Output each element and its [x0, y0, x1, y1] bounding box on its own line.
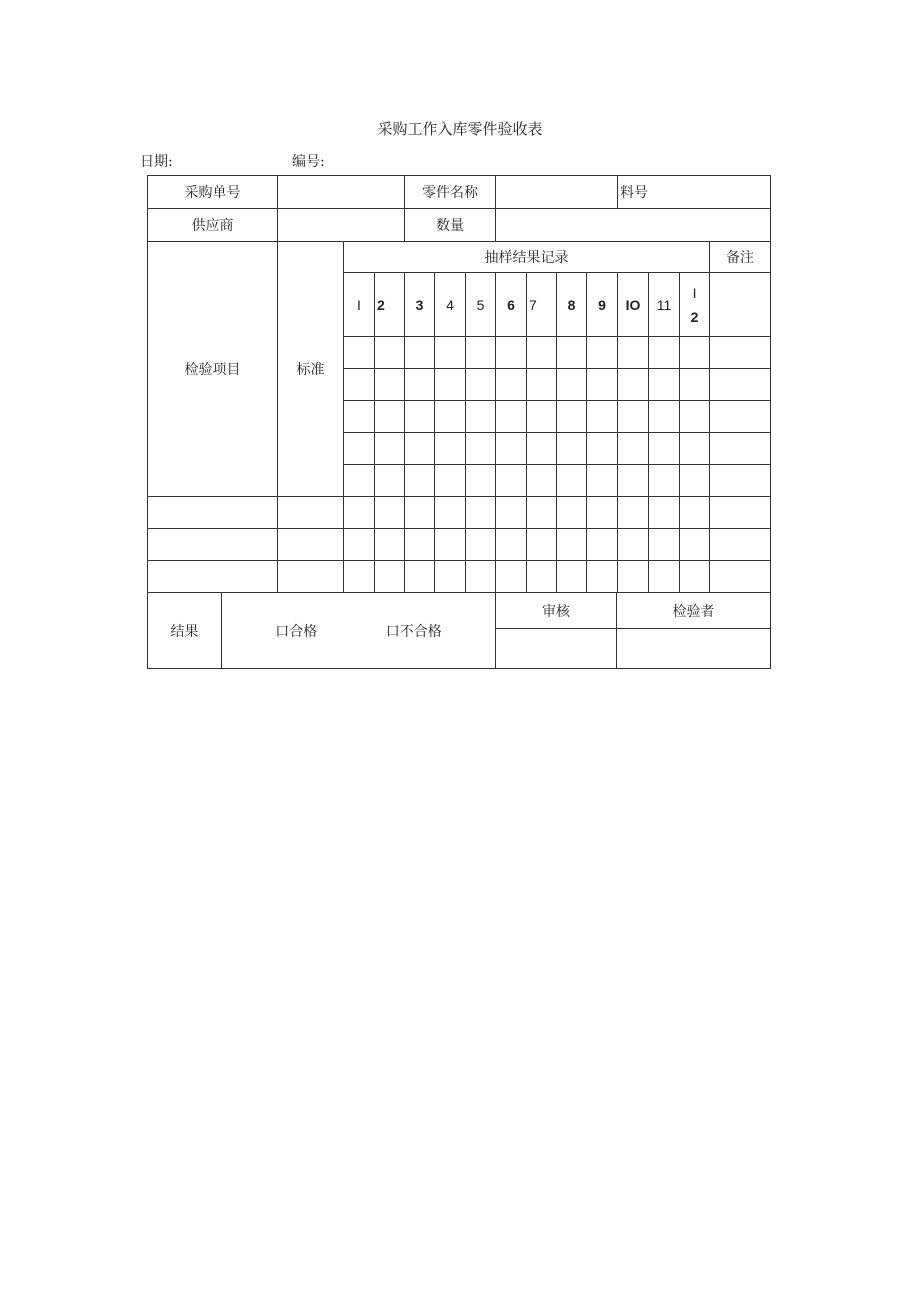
sample-col-4: 4 — [435, 273, 466, 337]
number-label: 编号: — [292, 154, 325, 170]
result-cell[interactable] — [587, 369, 618, 401]
result-cell[interactable] — [375, 337, 405, 369]
result-cell[interactable] — [527, 401, 557, 433]
result-cell[interactable] — [649, 497, 680, 529]
result-cell[interactable] — [466, 561, 496, 593]
result-cell[interactable] — [557, 465, 587, 497]
result-cell[interactable] — [710, 337, 771, 369]
sample-col-6: 6 — [496, 273, 527, 337]
result-cell[interactable] — [649, 529, 680, 561]
result-cell[interactable] — [710, 369, 771, 401]
result-cell[interactable] — [344, 401, 375, 433]
sample-col-11: 11 — [649, 273, 680, 337]
result-cell[interactable] — [527, 465, 557, 497]
inspection-item-cell[interactable] — [148, 497, 278, 529]
result-cell[interactable] — [618, 433, 649, 465]
result-cell[interactable] — [466, 337, 496, 369]
po-number-value[interactable] — [278, 176, 405, 209]
result-cell[interactable] — [435, 369, 466, 401]
sample-col-12-top: I — [692, 284, 697, 301]
supplier-label: 供应商 — [148, 209, 278, 242]
date-label: 日期: — [140, 154, 173, 170]
result-cell[interactable] — [344, 433, 375, 465]
review-label: 审核 — [496, 593, 617, 629]
result-cell[interactable] — [435, 337, 466, 369]
remarks-header: 备注 — [710, 242, 771, 273]
quantity-label: 数量 — [405, 209, 496, 242]
result-cell[interactable] — [405, 529, 435, 561]
fail-checkbox[interactable]: 口不合格 — [385, 623, 442, 640]
result-cell[interactable] — [375, 529, 405, 561]
result-cell[interactable] — [466, 465, 496, 497]
standard-cell[interactable] — [278, 561, 344, 593]
sample-col-9: 9 — [587, 273, 618, 337]
result-cell[interactable] — [405, 401, 435, 433]
result-cell[interactable] — [680, 561, 710, 593]
review-signature[interactable] — [496, 629, 617, 669]
inspector-signature[interactable] — [617, 629, 771, 669]
result-cell[interactable] — [587, 401, 618, 433]
result-cell[interactable] — [680, 369, 710, 401]
standard-label: 标准 — [278, 242, 344, 497]
result-cell[interactable] — [405, 433, 435, 465]
inspection-table — [147, 175, 771, 593]
result-cell[interactable] — [649, 401, 680, 433]
result-cell[interactable] — [496, 561, 527, 593]
result-cell[interactable] — [557, 529, 587, 561]
result-label: 结果 — [148, 593, 222, 669]
result-cell[interactable] — [344, 529, 375, 561]
result-cell[interactable] — [466, 401, 496, 433]
result-cell[interactable] — [435, 561, 466, 593]
result-cell[interactable] — [435, 529, 466, 561]
sample-col-10: IO — [618, 273, 649, 337]
result-cell[interactable] — [375, 465, 405, 497]
result-cell[interactable] — [557, 497, 587, 529]
result-cell[interactable] — [375, 401, 405, 433]
standard-cell[interactable] — [278, 497, 344, 529]
result-cell[interactable] — [649, 561, 680, 593]
inspection-item-cell[interactable] — [148, 561, 278, 593]
result-cell[interactable] — [344, 497, 375, 529]
sample-col-7: 7 — [527, 273, 557, 337]
quantity-value[interactable] — [496, 209, 771, 242]
result-cell[interactable] — [710, 529, 771, 561]
result-cell[interactable] — [527, 433, 557, 465]
sample-col-3: 3 — [405, 273, 435, 337]
result-cell[interactable] — [557, 401, 587, 433]
result-cell[interactable] — [496, 529, 527, 561]
part-name-label: 零件名称 — [405, 176, 496, 209]
result-cell[interactable] — [375, 369, 405, 401]
result-cell[interactable] — [680, 337, 710, 369]
result-table — [147, 592, 771, 669]
result-cell[interactable] — [649, 337, 680, 369]
result-cell[interactable] — [375, 433, 405, 465]
result-cell[interactable] — [405, 561, 435, 593]
result-cell[interactable] — [649, 369, 680, 401]
result-cell[interactable] — [496, 433, 527, 465]
result-cell[interactable] — [344, 369, 375, 401]
result-cell[interactable] — [680, 433, 710, 465]
result-cell[interactable] — [435, 497, 466, 529]
result-cell[interactable] — [618, 561, 649, 593]
result-cell[interactable] — [466, 433, 496, 465]
result-cell[interactable] — [375, 561, 405, 593]
result-cell[interactable] — [710, 401, 771, 433]
result-cell[interactable] — [496, 465, 527, 497]
result-cell[interactable] — [527, 369, 557, 401]
result-cell[interactable] — [680, 529, 710, 561]
result-cell[interactable] — [680, 465, 710, 497]
result-cell[interactable] — [587, 561, 618, 593]
result-cell[interactable] — [618, 529, 649, 561]
table-row — [148, 529, 771, 561]
result-cell[interactable] — [557, 337, 587, 369]
result-cell[interactable] — [375, 497, 405, 529]
result-cell[interactable] — [618, 465, 649, 497]
result-cell[interactable] — [405, 465, 435, 497]
part-name-value[interactable] — [496, 176, 618, 209]
sample-col-1: I — [344, 273, 375, 337]
result-cell[interactable] — [587, 337, 618, 369]
result-cell[interactable] — [435, 401, 466, 433]
result-cell[interactable] — [557, 433, 587, 465]
result-cell[interactable] — [587, 433, 618, 465]
result-cell[interactable] — [710, 497, 771, 529]
result-cell[interactable] — [466, 369, 496, 401]
result-cell[interactable] — [496, 497, 527, 529]
result-cell[interactable] — [527, 529, 557, 561]
result-cell[interactable] — [557, 561, 587, 593]
result-cell[interactable] — [680, 497, 710, 529]
result-cell[interactable] — [344, 465, 375, 497]
result-cell[interactable] — [466, 497, 496, 529]
sample-col-12-bottom: 2 — [690, 308, 699, 325]
result-cell[interactable] — [344, 337, 375, 369]
sample-col-5: 5 — [466, 273, 496, 337]
result-cell[interactable] — [496, 401, 527, 433]
result-cell[interactable] — [557, 369, 587, 401]
result-cell[interactable] — [435, 465, 466, 497]
result-cell[interactable] — [710, 561, 771, 593]
result-cell[interactable] — [527, 337, 557, 369]
result-cell[interactable] — [466, 529, 496, 561]
form-title: 采购工作入库零件验收表 — [377, 120, 543, 138]
result-cell[interactable] — [527, 497, 557, 529]
inspector-label: 检验者 — [617, 593, 771, 629]
result-cell[interactable] — [680, 401, 710, 433]
result-cell[interactable] — [710, 465, 771, 497]
sample-col-12 — [680, 273, 710, 337]
po-number-label: 采购单号 — [148, 176, 278, 209]
table-row — [148, 561, 771, 593]
supplier-value[interactable] — [278, 209, 405, 242]
sample-col-2: 2 — [375, 273, 405, 337]
result-cell[interactable] — [496, 369, 527, 401]
sample-col-8: 8 — [557, 273, 587, 337]
result-cell[interactable] — [618, 497, 649, 529]
result-cell[interactable] — [587, 497, 618, 529]
result-options — [222, 593, 496, 669]
result-cell[interactable] — [587, 529, 618, 561]
result-cell[interactable] — [405, 337, 435, 369]
inspection-item-cell[interactable] — [148, 529, 278, 561]
result-cell[interactable] — [405, 497, 435, 529]
result-cell[interactable] — [618, 337, 649, 369]
inspection-item-label: 检验项目 — [148, 242, 278, 497]
remarks-cell[interactable] — [710, 273, 771, 337]
result-cell[interactable] — [618, 401, 649, 433]
result-cell[interactable] — [527, 561, 557, 593]
result-cell[interactable] — [496, 337, 527, 369]
result-cell[interactable] — [649, 465, 680, 497]
result-cell[interactable] — [710, 433, 771, 465]
result-cell[interactable] — [587, 465, 618, 497]
result-cell[interactable] — [405, 369, 435, 401]
pass-checkbox[interactable]: 口合格 — [275, 623, 318, 640]
result-cell[interactable] — [649, 433, 680, 465]
result-cell[interactable] — [344, 561, 375, 593]
result-cell[interactable] — [435, 433, 466, 465]
table-row — [148, 497, 771, 529]
material-no-label: 料号 — [618, 176, 771, 209]
sampling-record-header: 抽样结果记录 — [344, 242, 710, 273]
result-cell[interactable] — [618, 369, 649, 401]
standard-cell[interactable] — [278, 529, 344, 561]
